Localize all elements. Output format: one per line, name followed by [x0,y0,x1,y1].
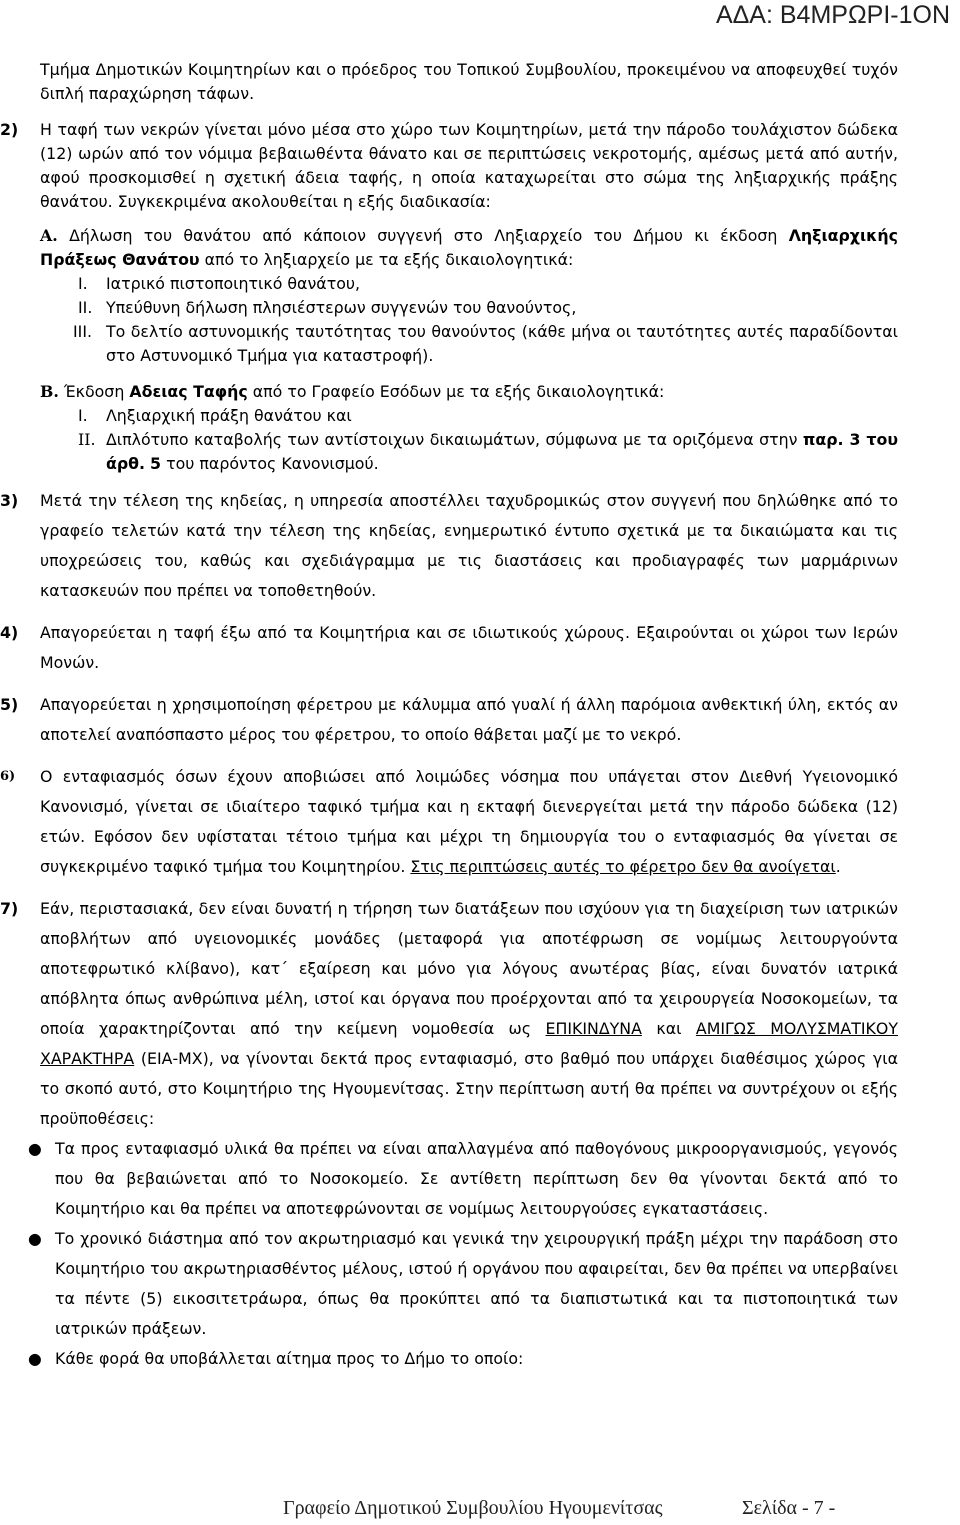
death-certificate-term: Ληξιαρχικής Πράξεως Θανάτου [40,226,898,269]
closed-coffin-note: Στις περιπτώσεις αυτές το φέρετρο δεν θα ανοίγεται [410,857,836,876]
footer-page-number: Σελίδα - 7 - [742,1497,836,1519]
intro-paragraph: Τμήμα Δημοτικών Κοιμητηρίων και ο πρόεδρος του Τοπικού Συμβουλίου, προκειμένου να αποφευχθεί τυχόν διπλή παραχώρηση τάφων. [40,60,898,103]
section-6: 6) Ο ενταφιασμός όσων έχουν αποβιώσει από λοιμώδες νόσημα που υπάγεται στον Διεθνή Υγειονομικό Κανονισμό, γίνεται σε ιδιαίτερο ταφικό τμήμα και η εκταφή διενεργείται μετά την πάροδο δώδεκα (12) ετών. Εφόσον δεν υφίσταται τέτοιο τμήμα και μέχρι τη δημιουργία του ο ενταφιασμός θα γίνεται σε συγκεκριμένο ταφικό τμήμα του Κοιμητηρίου. Στις περιπτώσεις αυτές το φέρετρο δεν θα ανοίγεται. [40,762,898,882]
section-2 [0,118,898,214]
document-id-header: ΑΔΑ: Β4ΜΡΩΡΙ-1ΟΝ [715,1,950,29]
section-4: 4) Απαγορεύεται η ταφή έξω από τα Κοιμητήρια και σε ιδιωτικούς χώρους. Εξαιρούνται οι χώροι των Ιερών Μονών. [40,618,898,678]
section-3: 3) Μετά την τέλεση της κηδείας, η υπηρεσία αποστέλλει ταχυδρομικώς στον συγγενή που δηλώθηκε από το γραφείο τελετών κατά την τέλεση της κηδείας, ενημερωτικό έντυπο σχετικά με τα δικαιώματα και τις υποχρεώσεις του, καθώς και σχεδιάγραμμα με τις διαστάσεις και προδιαγραφές των μαρμάρινων κατασκευών που πρέπει να τοποθετηθούν. [40,486,898,606]
conditions-list [28,1134,898,1374]
burial-permit-term: Αδειας Ταφής [129,382,248,401]
subsection-a: Α. Δήλωση του θανάτου από κάποιον συγγενή στο Ληξιαρχείο του Δήμου κι έκδοση Ληξιαρχικής Πράξεως Θανάτου από το ληξιαρχείο με τα εξής δικαιολογητικά: I. Ιατρικό πιστοποιητικό θανάτου, II. Υπεύθυνη δήλωση πλησιέστερων συγγενών του θανούντος, III. Το δελτίο αστυνομικής ταυτότητας του θανούντος (κάθε μήνα οι ταυτότητες αυτές παραδίδονται στο Αστυνομικό Τμήμα για καταστροφή). [40,224,898,368]
list-item: ● Το χρονικό διάστημα από τον ακρωτηριασμό και γενικά την χειρουργική πράξη μέχρι την παράδοση στο Κοιμητήριο του ακρωτηριασθέντος μέλους, ιστού ή οργάνου που αφαιρείται, δεν θα πρέπει να υπερβαίνει τα πέντε (5) εικοσιτετράωρα, όπως θα προκύπτει από τα διαπιστωτικά και τα πιστοποιητικά των ιατρικών πράξεων. [40,1224,898,1344]
section-2-text: Η ταφή των νεκρών γίνεται μόνο μέσα στο χώρο των Κοιμητηρίων, μετά την πάροδο τουλάχιστον δώδεκα (12) ωρών από τον νόμιμα βεβαιωθέντα θάνατο και σε περιπτώσεις νεκροτομής, αμέσως μετά από αυτήν, αφού προσκομισθεί η σχετική άδεια ταφής, η οποία καταχωρείται στο σώμα της ληξιαρχικής πράξης θανάτου. Συγκεκριμένα ακολουθείται η εξής διαδικασία: [40,120,898,211]
infectious-term: ΑΜΙΓΩΣ ΜΟΛΥΣΜΑΤΙΚΟΥ ΧΑΡΑΚΤΗΡΑ [40,1019,898,1068]
list-item: III. Το δελτίο αστυνομικής ταυτότητας του θανούντος (κάθε μήνα οι ταυτότητες αυτές παραδίδονται στο Αστυνομικό Τμήμα για καταστροφή). [73,322,898,365]
section-4-number: 4) [0,623,19,642]
subsection-a-label: Α. [40,226,58,245]
section-7-number: 7) [0,899,19,918]
list-item: I. Ληξιαρχική πράξη θανάτου και [78,406,352,425]
bullet-icon: ● [28,1349,42,1368]
list-item: II. Διπλότυπο καταβολής των αντίστοιχων δικαιωμάτων, σύμφωνα με τα οριζόμενα στην παρ. 3 του άρθ. 5 του παρόντος Κανονισμού. [78,430,899,473]
document-body [0,58,899,1374]
bullet-icon: ● [28,1139,42,1158]
section-3-number: 3) [0,491,19,510]
list-item: II. Υπεύθυνη δήλωση πλησιέστερων συγγενών του θανούντος, [78,298,577,317]
hazardous-term: ΕΠΙΚΙΝΔΥΝΑ [545,1019,642,1038]
section-6-number: 6) [0,769,16,784]
section-5-number: 5) [0,695,19,714]
list-item: ● Τα προς ενταφιασμό υλικά θα πρέπει να είναι απαλλαγμένα από παθογόνους μικροοργανισμούς, γεγονός που θα βεβαιώνεται από το Νοσοκομείο. Σε αντίθετη περίπτωση δεν θα γίνονται δεκτά από το Κοιμητήριο και θα πρέπει να αποτεφρώνονται σε νομίμως λειτουργούσες εγκαταστάσεις. [40,1134,898,1224]
subsection-b-label: Β. [40,382,59,401]
section-5: 5) Απαγορεύεται η χρησιμοποίηση φέρετρου με κάλυμμα από γυαλί ή άλλη παρόμοια ανθεκτική ύλη, εκτός αν αποτελεί αναπόσπαστο μέρος του φέρετρου, το οποίο θάβεται μαζί με το νεκρό. [40,690,898,750]
section-2-number: 2) [0,120,19,139]
subsection-b: Β. Έκδοση Αδειας Ταφής από το Γραφείο Εσόδων με τα εξής δικαιολογητικά: I. Ληξιαρχική πράξη θανάτου και II. Διπλότυπο καταβολής των αντίστοιχων δικαιωμάτων, σύμφωνα με τα οριζόμενα στην παρ. 3 του άρθ. 5 του παρόντος Κανονισμού. [40,380,898,476]
bullet-icon: ● [28,1229,42,1248]
section-7: 7) Εάν, περιστασιακά, δεν είναι δυνατή η τήρηση των διατάξεων που ισχύουν για τη διαχείριση των ιατρικών αποβλήτων από υγειονομικές μονάδες (μεταφορά για αποτέφρωση σε νομίμως λειτουργούντα αποτεφρωτικό κλίβανο), κατ΄ εξαίρεση και μόνο για λόγους ανωτέρας βίας, είναι δυνατόν ιατρικά απόβλητα όπως ανθρώπινα μέλη, ιστοί και όργανα που προέρχονται από τα χειρουργεία Νοσοκομείων, τα οποία χαρακτηρίζονται από την κείμενη νομοθεσία ως ΕΠΙΚΙΝΔΥΝΑ και ΑΜΙΓΩΣ ΜΟΛΥΣΜΑΤΙΚΟΥ ΧΑΡΑΚΤΗΡΑ (ΕΙΑ-ΜΧ), να γίνονται δεκτά προς ενταφιασμό, στο βαθμό που υπάρχει διαθέσιμος χώρος για το σκοπό αυτό, στο Κοιμητήριο της Ηγουμενίτσας. Στην περίπτωση αυτή θα πρέπει να συντρέχουν οι εξής προϋποθέσεις: [40,894,898,1134]
list-item: ● Κάθε φορά θα υποβάλλεται αίτημα προς το Δήμο το οποίο: [40,1344,898,1374]
footer-office-name: Γραφείο Δημοτικού Συμβουλίου Ηγουμενίτσας [283,1497,663,1519]
list-item: I. Ιατρικό πιστοποιητικό θανάτου, [78,274,361,293]
